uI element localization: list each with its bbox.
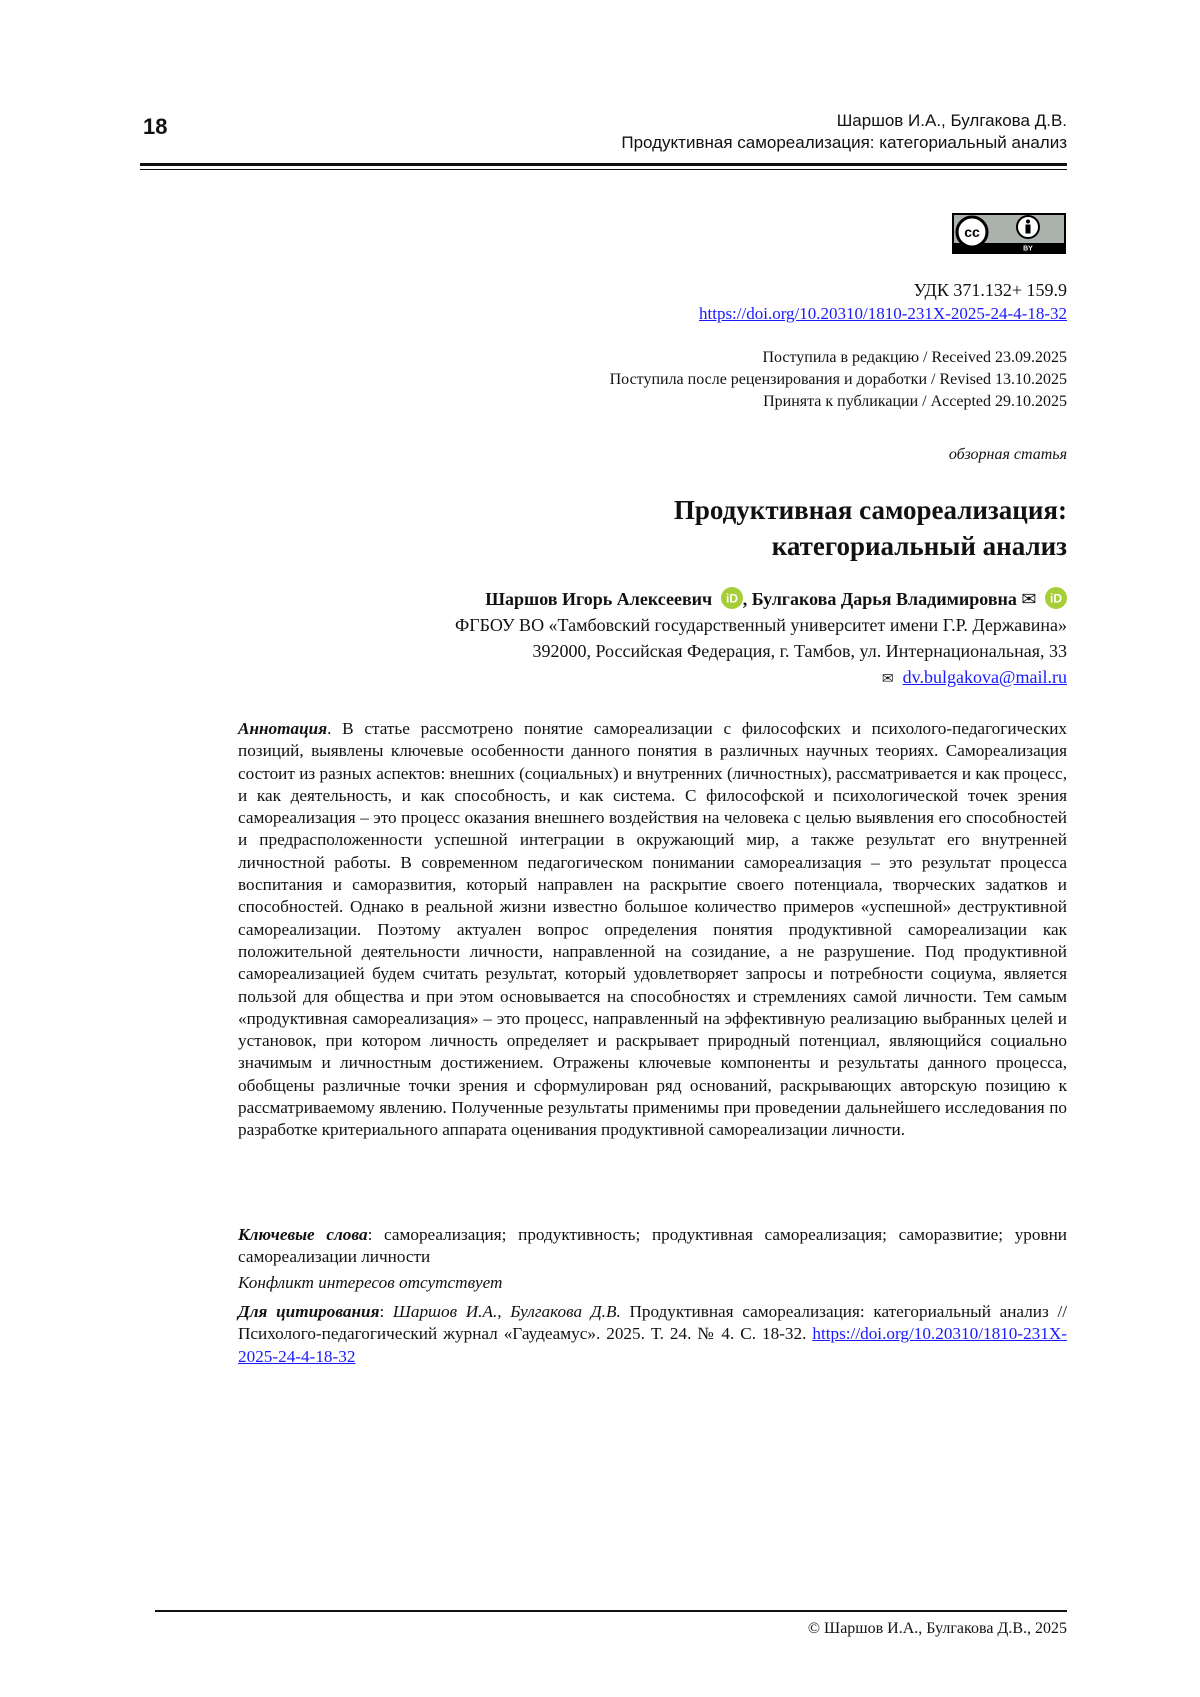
author-separator: , — [742, 589, 748, 609]
svg-text:iD: iD — [725, 591, 738, 606]
article-title — [674, 492, 1067, 564]
citation-label: Для цитирования — [238, 1302, 380, 1321]
email-link[interactable]: dv.bulgakova@mail.ru — [902, 667, 1067, 687]
citation-doi-link[interactable]: https://doi.org/10.20310/1810-231X-2025-24-4-18-32 — [238, 1324, 1067, 1366]
author-1-name: Шаршов Игорь Алексеевич — [485, 589, 713, 609]
corresponding-mail-icon: ✉ — [1021, 589, 1037, 609]
running-header-title: Продуктивная самореализация: категориальный анализ — [621, 133, 1067, 152]
keywords-text: : самореализация; продуктивность; продуктивная самореализация; саморазвитие; уровни самореализации личности — [238, 1225, 1067, 1267]
accepted-date: Принята к публикации / Accepted 29.10.2025 — [763, 393, 1067, 410]
mail-icon: ✉ — [881, 672, 894, 687]
conflict-of-interest: Конфликт интересов отсутствует — [238, 1273, 503, 1292]
author-2-name: Булгакова Дарья Владимировна — [751, 589, 1017, 609]
title-line-2: категориальный анализ — [771, 531, 1067, 561]
citation-text: Продуктивная самореализация: категориальный анализ // Психолого-педагогический журнал «Гаудеамус». 2025. Т. 24. № 4. С. 18-32. — [238, 1302, 1068, 1344]
authors-line — [455, 586, 1067, 612]
citation — [238, 1301, 1067, 1368]
citation-colon: : — [379, 1302, 393, 1321]
keywords-label: Ключевые слова — [238, 1225, 368, 1244]
doi-link[interactable]: https://doi.org/10.20310/1810-231X-2025-24-4-18-32 — [699, 304, 1067, 323]
cc-by-icon[interactable] — [952, 213, 1066, 254]
email-line — [455, 664, 1067, 693]
page-number: 18 — [143, 114, 168, 139]
running-header-authors: Шаршов И.А., Булгакова Д.В. — [836, 111, 1067, 130]
publication-dates — [610, 347, 1067, 413]
abstract-text: . В статье рассмотрено понятие самореализации с философских и психолого-педагогических позиций, выявлены ключевые особенности данного понятия в различных научных теориях. Самореализация состоит из разных аспектов: внешних (социальных) и внутренних (личностных), рассматривается и как процесс, и как деятельность, и как способность, и как система. С философской и психологической точек зрения самореализация – это процесс оказания внешнего воздействия на человека с целью выявления его способностей и предрасположенности успешной интеграции в окружающий мир, а также результат его внутренней личностной работы. В современном педагогическом понимании самореализация – это результат процесса воспитания и саморазвития, который направлен на раскрытие своего потенциала, творческих задатков и способностей. Однако в реальной жизни известно большое количество примеров «успешной» деструктивной самореализации. Поэтому актуален вопрос определения понятия продуктивной самореализации как положительной деятельности личности, направленной на созидание, а не разрушение. Под продуктивной самореализацией будем считать результат, который удовлетворяет запросы и потребности социума, является пользой для общества и при этом основывается на способностях и стремлениях самой личности. Тем самым «продуктивная самореализация» – это процесс, направленный на эффективную реализацию выбранных целей и установок, при котором личность определяет и раскрывает природный потенциал, являющийся социально значимым и личностным достижением. Отражены ключевые компоненты и результаты данного процесса, обобщены различные точки зрения и сформулирован ряд оснований, раскрывающих авторскую позицию к рассматриваемому явлению. Полученные результаты применимы при проведении дальнейшего исследования по разработке критериального аппарата оценивания продуктивной самореализации личности. — [238, 719, 1067, 1140]
affiliation: ФГБОУ ВО «Тамбовский государственный университет имени Г.Р. Державина» — [454, 615, 1067, 635]
copyright: © Шаршов И.А., Булгакова Д.В., 2025 — [807, 1620, 1067, 1637]
abstract-label: Аннотация — [238, 719, 328, 738]
header-rule-thin — [140, 169, 1067, 170]
received-date: Поступила в редакцию / Received 23.09.2025 — [762, 349, 1067, 366]
title-line-1: Продуктивная самореализация: — [673, 495, 1067, 525]
orcid-icon[interactable] — [1045, 587, 1067, 609]
orcid-icon[interactable] — [721, 587, 743, 609]
abstract — [238, 718, 1067, 1142]
revised-date: Поступила после рецензирования и доработки / Revised 13.10.2025 — [609, 371, 1067, 388]
running-header — [621, 110, 1067, 154]
keywords — [238, 1224, 1067, 1269]
svg-text:iD: iD — [1050, 591, 1062, 606]
udk-code: УДК 371.132+ 159.9 — [913, 280, 1067, 300]
affiliation-address: 392000, Российская Федерация, г. Тамбов, ул. Интернациональная, 33 — [532, 641, 1067, 661]
authors-block — [455, 586, 1067, 693]
header-rule — [140, 163, 1067, 166]
footer-rule — [155, 1610, 1067, 1612]
svg-text:cc: cc — [964, 224, 980, 240]
article-meta — [699, 279, 1067, 325]
citation-authors: Шаршов И.А., Булгакова Д.В. — [392, 1302, 621, 1321]
article-type: обзорная статья — [948, 446, 1067, 463]
license-label: BY — [1023, 245, 1033, 253]
